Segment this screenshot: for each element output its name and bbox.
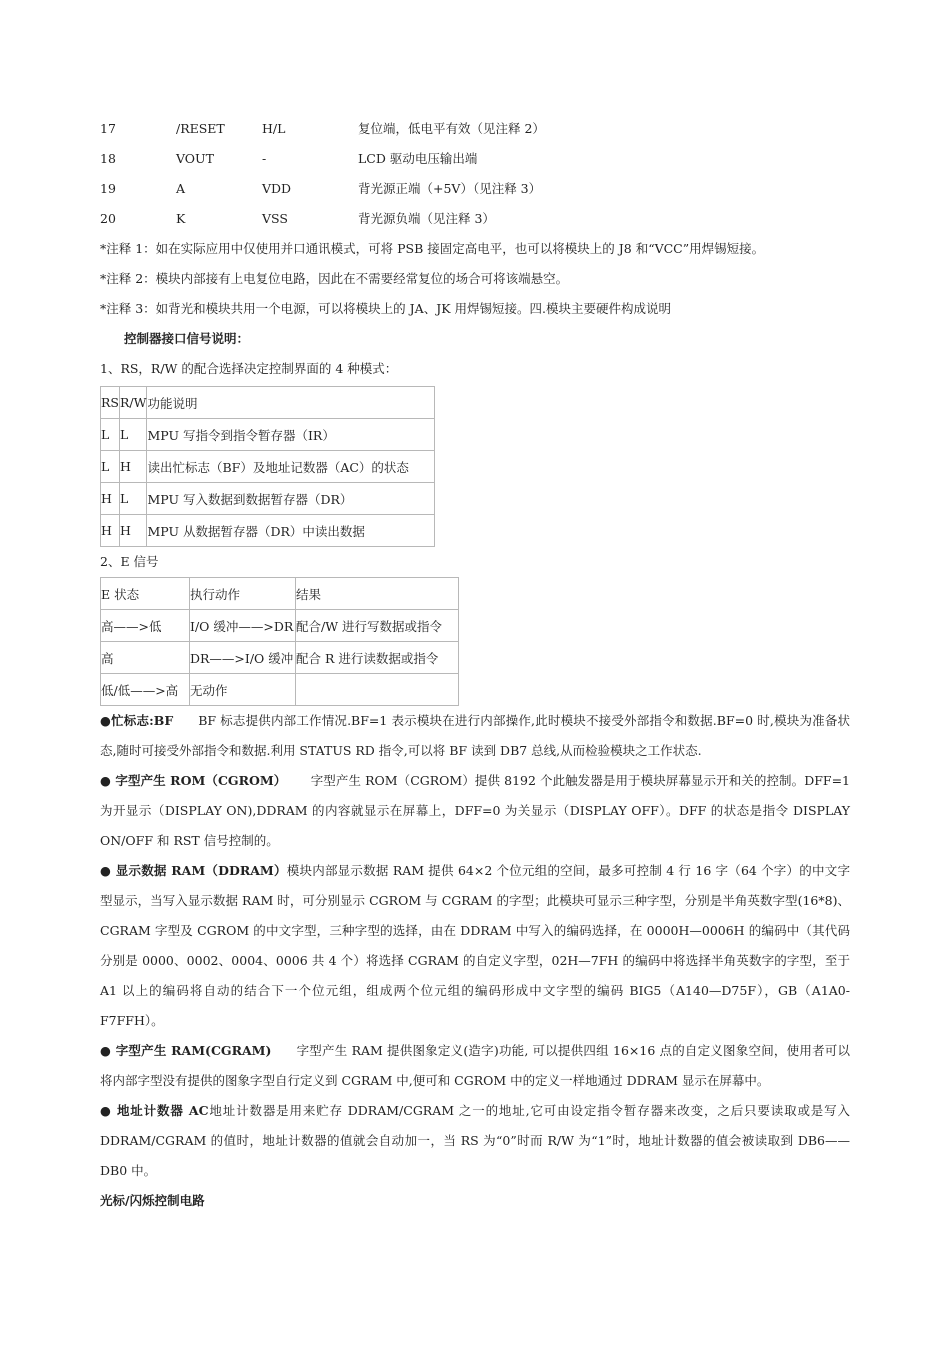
table-cell: L	[119, 419, 146, 451]
pin-description: 复位端，低电平有效（见注释 2）	[358, 121, 545, 136]
table-cell: 高——>低	[101, 610, 190, 642]
table-header-row	[101, 578, 459, 610]
pin-level: VDD	[262, 181, 292, 196]
note-2: *注释 2：模块内部接有上电复位电路，因此在不需要经常复位的场合可将该端悬空。	[100, 271, 569, 286]
pin-name: K	[176, 211, 186, 226]
table-header-row	[101, 387, 435, 419]
busy-flag-text: BF 标志提供内部工作情况.BF=1 表示模块在进行内部操作,此时模块不接受外部指令和数据.BF=0 时,模块为准备状态,随时可接受外部指令和数据.利用 STATUS RD 指令,可以将 BF 读到 DB7 总线,从而检验模块之工作状态.	[100, 713, 851, 758]
ddram-term: ● 显示数据 RAM（DDRAM）	[100, 863, 287, 878]
table-cell: H	[119, 515, 146, 547]
cgram-text: 字型产生 RAM 提供图象定义(造字)功能, 可以提供四组 16×16 点的自定义图象空间，使用者可以将内部字型没有提供的图象字型自行定义到 CGRAM 中,便可和 CGROM 中的定义一样地通过 DDRAM 显示在屏幕中。	[100, 1043, 850, 1088]
document-page	[100, 114, 850, 1216]
table-row	[101, 674, 459, 706]
table-cell: L	[119, 483, 146, 515]
busy-flag-term: ●忙标志:BF	[100, 713, 174, 728]
table-cell: 无动作	[190, 674, 296, 706]
pin-name: /RESET	[176, 121, 225, 136]
address-counter-paragraph	[100, 1096, 850, 1186]
header-e-state: E 状态	[101, 578, 190, 610]
pin-description: LCD 驱动电压输出端	[358, 151, 478, 166]
table-cell: H	[101, 483, 120, 515]
cursor-blink-heading: 光标/闪烁控制电路	[100, 1193, 205, 1208]
busy-flag-paragraph	[100, 706, 850, 766]
table-cell: DR——>I/O 缓冲	[190, 642, 296, 674]
e-signal-table	[100, 577, 459, 706]
mode-table	[100, 386, 435, 547]
table-cell: MPU 写指令到指令暂存器（IR）	[147, 419, 435, 451]
pin-row-20	[100, 204, 850, 234]
pin-number: 18	[100, 151, 116, 166]
cgrom-text: 字型产生 ROM（CGROM）提供 8192 个此触发器是用于模块屏幕显示开和关的控制。DFF=1 为开显示（DISPLAY ON),DDRAM 的内容就显示在屏幕上，DFF=0 为关显示（DISPLAY OFF）。DFF 的状态是指令 DISPLAY ON/OFF 和 RST 信号控制的。	[100, 773, 851, 848]
header-rw: R/W	[119, 387, 146, 419]
pin-row-19	[100, 174, 850, 204]
header-action: 执行动作	[190, 578, 296, 610]
table-cell: H	[119, 451, 146, 483]
table-cell: MPU 写入数据到数据暂存器（DR）	[147, 483, 435, 515]
table-row	[101, 451, 435, 483]
note-3: *注释 3：如背光和模块共用一个电源，可以将模块上的 JA、JK 用焊锡短接。四.模块主要硬件构成说明	[100, 301, 671, 316]
cgram-term: ● 字型产生 RAM(CGRAM)	[100, 1043, 272, 1058]
pin-level: VSS	[262, 211, 288, 226]
cgram-paragraph	[100, 1036, 850, 1096]
table-cell: 配合/W 进行写数据或指令	[296, 610, 459, 642]
item-1-title: 1、RS，R/W 的配合选择决定控制界面的 4 种模式：	[100, 361, 398, 376]
note-1: *注释 1：如在实际应用中仅使用并口通讯模式，可将 PSB 接固定高电平，也可以将模块上的 J8 和“VCC”用焊锡短接。	[100, 241, 765, 256]
pin-level: H/L	[262, 121, 286, 136]
pin-number: 19	[100, 181, 116, 196]
table-cell: 读出忙标志（BF）及地址记数器（AC）的状态	[147, 451, 435, 483]
address-counter-text: 地址计数器是用来贮存 DDRAM/CGRAM 之一的地址,它可由设定指令暂存器来改变，之后只要读取或是写入 DDRAM/CGRAM 的值时，地址计数器的值就会自动加一，当 RS 为“0”时而 R/W 为“1”时，地址计数器的值会被读取到 DB6——DB0 中。	[100, 1103, 851, 1178]
table-row	[101, 610, 459, 642]
ddram-text: 模块内部显示数据 RAM 提供 64×2 个位元组的空间，最多可控制 4 行 16 字（64 个字）的中文字型显示，当写入显示数据 RAM 时，可分别显示 CGROM 与 CGRAM 的字型；此模块可显示三种字型，分别是半角英数字型(16*8)、CGRAM 字型及 CGROM 的中文字型，三种字型的选择，由在 DDRAM 中写入的编码选择，在 0000H—0006H 的编码中（其代码分别是 0000、0002、0004、0006 共 4 个）将选择 CGRAM 的自定义字型，02H—7FH 的编码中将选择半角英数字的字型，至于 A1 以上的编码将自动的结合下一个位元组，组成两个位元组的编码形成中文字型的编码 BIG5（A140—D75F），GB（A1A0-F7FFH）。	[100, 863, 850, 1028]
table-cell: MPU 从数据暂存器（DR）中读出数据	[147, 515, 435, 547]
address-counter-term: ● 地址计数器 AC	[100, 1103, 209, 1118]
pin-row-17	[100, 114, 850, 144]
cgrom-paragraph	[100, 766, 850, 856]
table-cell: 低/低——>高	[101, 674, 190, 706]
section-title: 控制器接口信号说明：	[124, 331, 250, 346]
table-row	[101, 419, 435, 451]
table-cell: L	[101, 419, 120, 451]
ddram-paragraph	[100, 856, 850, 1036]
table-cell: H	[101, 515, 120, 547]
header-function: 功能说明	[147, 387, 435, 419]
header-rs: RS	[101, 387, 120, 419]
table-cell: 高	[101, 642, 190, 674]
table-cell	[296, 674, 459, 706]
pin-description: 背光源负端（见注释 3）	[358, 211, 495, 226]
table-cell: 配合 R 进行读数据或指令	[296, 642, 459, 674]
pin-row-18	[100, 144, 850, 174]
cgrom-term: ● 字型产生 ROM（CGROM）	[100, 773, 287, 788]
header-result: 结果	[296, 578, 459, 610]
item-2-title: 2、E 信号	[100, 554, 159, 569]
table-row	[101, 483, 435, 515]
table-row	[101, 642, 459, 674]
table-cell: I/O 缓冲——>DR	[190, 610, 296, 642]
table-cell: L	[101, 451, 120, 483]
pin-description: 背光源正端（+5V）（见注释 3）	[358, 181, 542, 196]
pin-name: A	[176, 181, 186, 196]
pin-number: 20	[100, 211, 116, 226]
table-row	[101, 515, 435, 547]
pin-name: VOUT	[176, 151, 214, 166]
pin-number: 17	[100, 121, 116, 136]
pin-level: -	[262, 151, 267, 166]
